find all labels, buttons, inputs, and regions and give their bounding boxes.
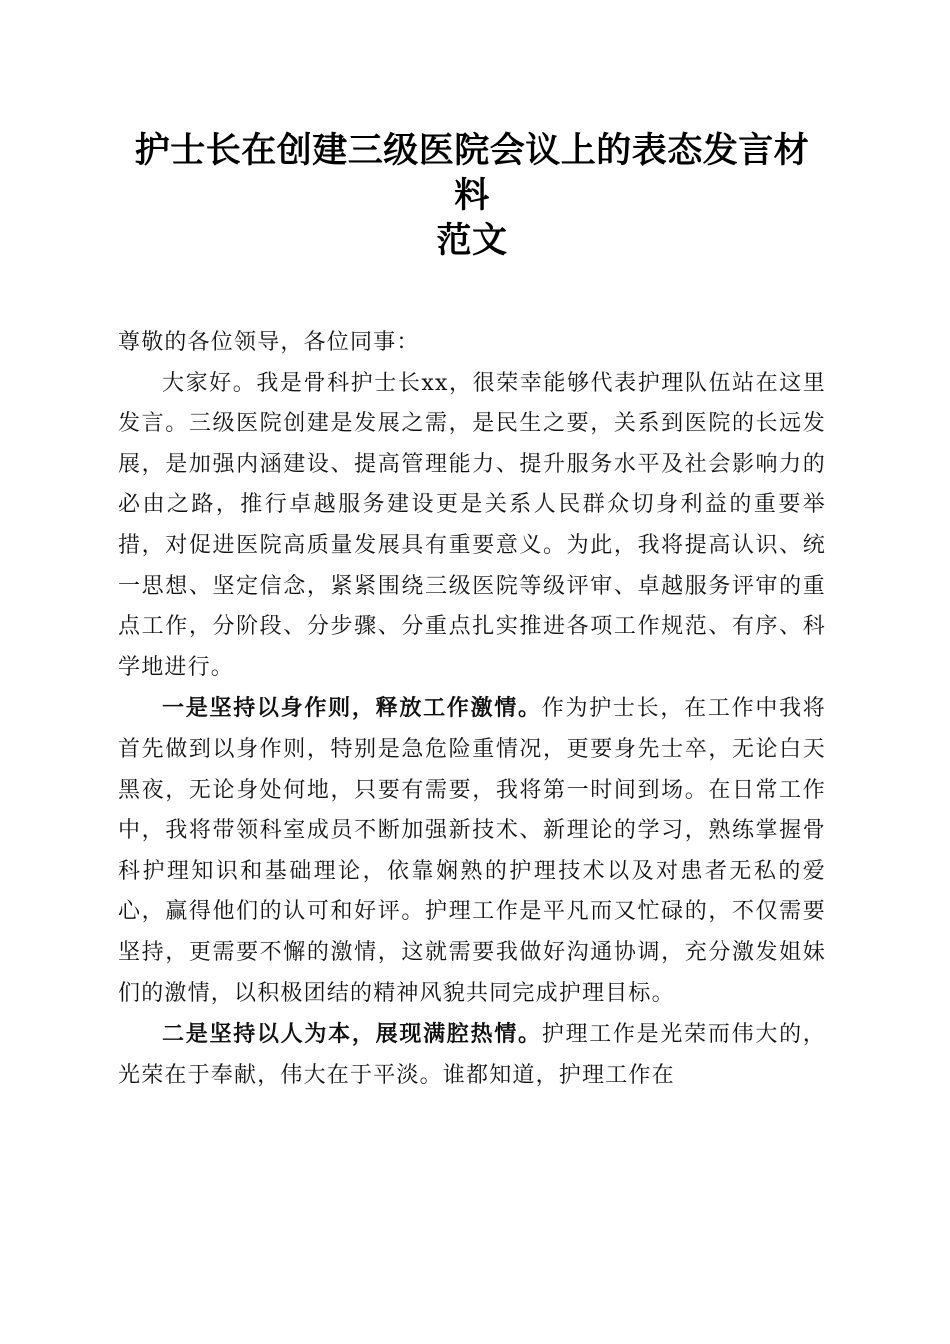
document-title-line-2: 范文 xyxy=(436,220,508,261)
paragraph-3-text: 护理工作是光荣而伟大的，光荣在于奉献，伟大在于平淡。谁都知道，护理工作在 xyxy=(118,1022,826,1088)
paragraph-1 xyxy=(118,364,826,689)
document-title-line-1: 护士长在创建三级医院会议上的表态发言材料 xyxy=(134,130,810,216)
document-page xyxy=(118,128,826,1096)
paragraph-2-lead: 一是坚持以身作则，释放工作激情。 xyxy=(162,695,542,722)
document-title xyxy=(118,128,826,263)
paragraph-1-text: 大家好。我是骨科护士长xx，很荣幸能够代表护理队伍站在这里发言。三级医院创建是发展之需，是民生之要，关系到医院的长远发展，是加强内涵建设、提高管理能力、提升服务水平及社会影响力的必由之路，推行卓越服务建设更是关系人民群众切身利益的重要举措，对促进医院高质量发展具有重要意义。为此，我将提高认识、统一思想、坚定信念，紧紧围绕三级医院等级评审、卓越服务评审的重点工作，分阶段、分步骤、分重点扎实推进各项工作规范、有序、科学地进行。 xyxy=(118,370,826,680)
paragraph-2 xyxy=(118,688,826,1014)
paragraph-3 xyxy=(118,1014,826,1096)
document-body xyxy=(118,323,826,1096)
salutation: 尊敬的各位领导，各位同事： xyxy=(118,330,420,355)
paragraph-3-lead: 二是坚持以人为本，展现满腔热情。 xyxy=(162,1021,542,1048)
paragraph-2-text: 作为护士长，在工作中我将首先做到以身作则，特别是急危险重情况，更要身先士卒，无论白天黑夜，无论身处何地，只要有需要，我将第一时间到场。在日常工作中，我将带领科室成员不断加强新技术、新理论的学习，熟练掌握骨科护理知识和基础理论，依靠娴熟的护理技术以及对患者无私的爱心，赢得他们的认可和好评。护理工作是平凡而又忙碌的，不仅需要坚持，更需要不懈的激情，这就需要我做好沟通协调，充分激发姐妹们的激情，以积极团结的精神风貌共同完成护理目标。 xyxy=(118,696,826,1006)
